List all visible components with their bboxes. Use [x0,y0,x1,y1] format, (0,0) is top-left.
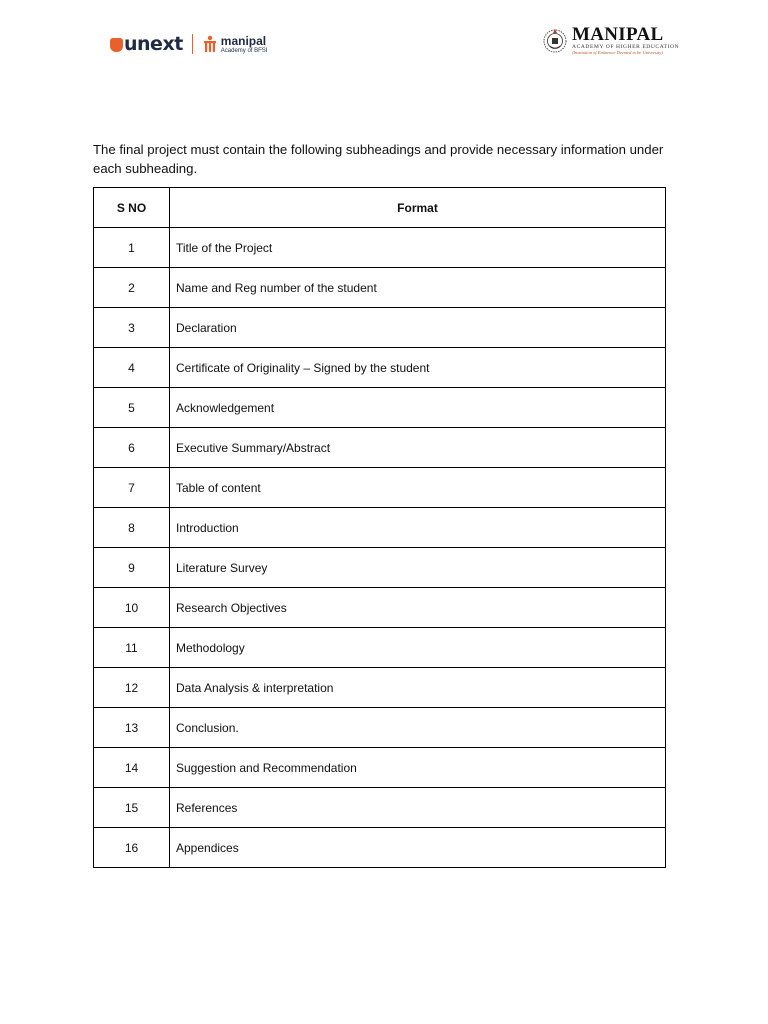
table-row [94,788,666,828]
manipal-bfsi-logo [202,35,268,54]
row-sno: 14 [94,748,170,788]
table-row [94,308,666,348]
table-row [94,268,666,308]
row-sno: 4 [94,348,170,388]
row-sno: 1 [94,228,170,268]
column-header-sno: S NO [94,188,170,228]
row-sno: 8 [94,508,170,548]
row-sno: 7 [94,468,170,508]
intro-paragraph: The final project must contain the following subheadings and provide necessary information under each subheading. [93,142,664,176]
row-sno: 16 [94,828,170,868]
table-row [94,388,666,428]
row-sno: 5 [94,388,170,428]
row-format: Methodology [170,628,666,668]
row-format: Introduction [170,508,666,548]
unext-mark-icon [110,38,123,52]
table-row [94,668,666,708]
row-sno: 15 [94,788,170,828]
row-sno: 11 [94,628,170,668]
mahe-wordmark: MANIPAL [572,23,664,45]
mahe-note: (Institution of Eminence Deemed to be University) [572,50,663,55]
table-row [94,468,666,508]
table-row [94,588,666,628]
row-sno: 6 [94,428,170,468]
table-row [94,748,666,788]
table-row [94,548,666,588]
table-row [94,708,666,748]
row-format: Name and Reg number of the student [170,268,666,308]
mahe-subtitle: ACADEMY OF HIGHER EDUCATION [572,43,680,50]
row-format: Appendices [170,828,666,868]
row-sno: 10 [94,588,170,628]
row-sno: 9 [94,548,170,588]
manipal-wordmark: manipal [220,33,267,48]
row-sno: 12 [94,668,170,708]
row-format: Declaration [170,308,666,348]
table-row [94,628,666,668]
unext-manipal-logo [110,30,267,58]
row-format: Conclusion. [170,708,666,748]
row-format: Literature Survey [170,548,666,588]
row-sno: 2 [94,268,170,308]
project-format-table [93,187,666,868]
row-sno: 3 [94,308,170,348]
unext-logo [110,33,183,55]
unext-wordmark: unext [124,33,183,55]
table-row [94,428,666,468]
manipal-subtitle: Academy of BFSI [220,47,268,54]
table-row [94,508,666,548]
table-row [94,828,666,868]
row-format: Executive Summary/Abstract [170,428,666,468]
mahe-logo [542,24,679,56]
table-body [94,228,666,868]
column-header-format: Format [170,188,666,228]
row-sno: 13 [94,708,170,748]
row-format: Acknowledgement [170,388,666,428]
row-format: Research Objectives [170,588,666,628]
table-header-row [94,188,666,228]
row-format: Data Analysis & interpretation [170,668,666,708]
row-format: Suggestion and Recommendation [170,748,666,788]
row-format: Certificate of Originality – Signed by the student [170,348,666,388]
row-format: Table of content [170,468,666,508]
row-format: References [170,788,666,828]
table-row [94,228,666,268]
table-row [94,348,666,388]
manipal-mark-icon [202,35,218,53]
logo-divider [192,34,193,54]
row-format: Title of the Project [170,228,666,268]
mahe-seal-icon [542,26,568,54]
